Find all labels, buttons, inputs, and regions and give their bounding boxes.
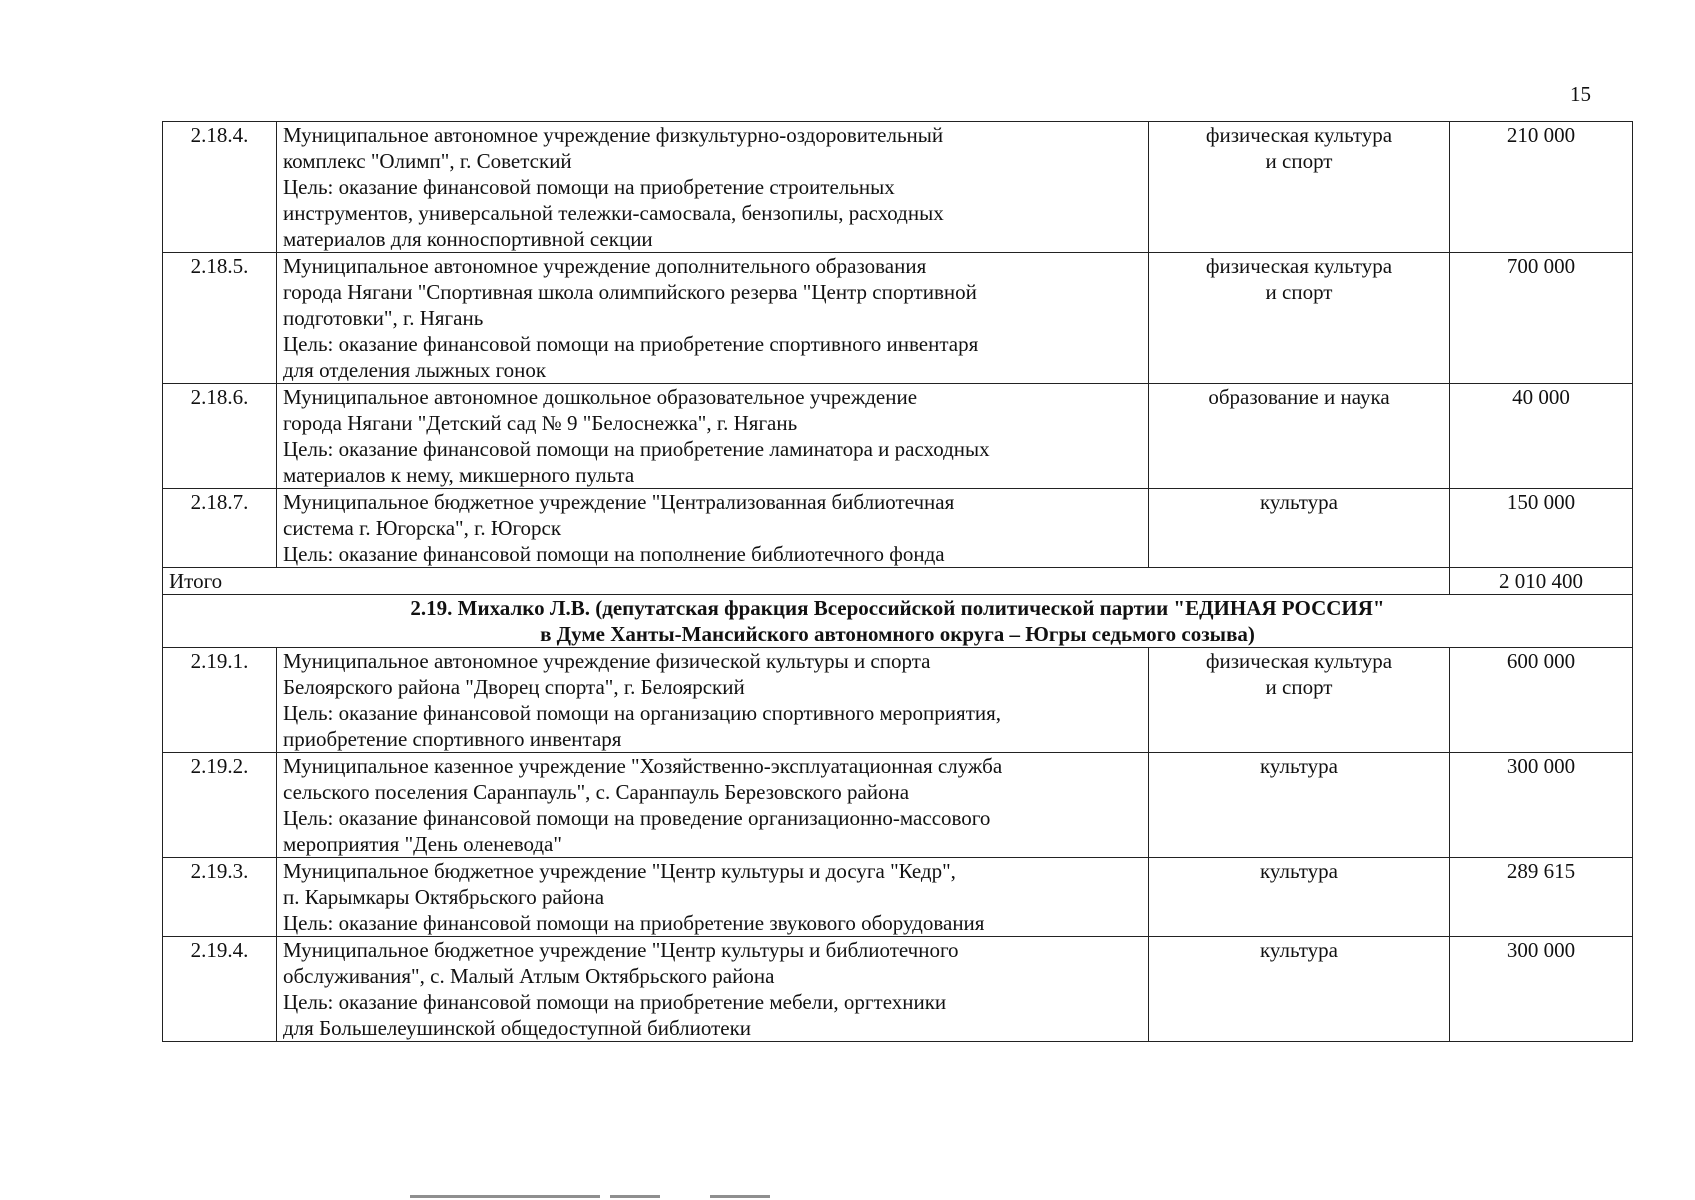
row-amount: 300 000 <box>1450 937 1633 1042</box>
total-row <box>163 568 1633 595</box>
description-line: инструментов, универсальной тележки-самосвала, бензопилы, расходных <box>283 201 944 225</box>
table-row <box>163 253 1633 384</box>
scan-artifact-marks <box>410 1195 850 1198</box>
row-category <box>1149 253 1450 384</box>
description-line: Цель: оказание финансовой помощи на приобретение спортивного инвентаря <box>283 332 979 356</box>
description-line: Муниципальное казенное учреждение "Хозяйственно-эксплуатационная служба <box>283 754 1003 778</box>
row-amount: 210 000 <box>1450 122 1633 253</box>
category-line: культура <box>1260 754 1338 778</box>
row-number: 2.18.4. <box>163 122 277 253</box>
description-line: обслуживания", с. Малый Атлым Октябрьского района <box>283 964 775 988</box>
row-amount: 40 000 <box>1450 384 1633 489</box>
category-line: и спорт <box>1265 280 1333 304</box>
row-category <box>1149 384 1450 489</box>
row-description <box>277 937 1149 1042</box>
row-category <box>1149 648 1450 753</box>
description-line: Цель: оказание финансовой помощи на приобретение мебели, оргтехники <box>283 990 947 1014</box>
row-number: 2.19.2. <box>163 753 277 858</box>
row-description <box>277 253 1149 384</box>
description-line: Муниципальное автономное учреждение дополнительного образования <box>283 254 927 278</box>
row-number: 2.18.6. <box>163 384 277 489</box>
grants-table <box>162 121 1633 1042</box>
description-line: Цель: оказание финансовой помощи на пополнение библиотечного фонда <box>283 542 945 566</box>
category-line: культура <box>1260 938 1338 962</box>
section-heading <box>163 595 1633 648</box>
row-number: 2.19.4. <box>163 937 277 1042</box>
description-line: мероприятия "День оленевода" <box>283 832 562 856</box>
category-line: образование и наука <box>1208 385 1390 409</box>
row-category <box>1149 122 1450 253</box>
category-line: и спорт <box>1265 675 1333 699</box>
group-18-rows <box>163 122 1633 568</box>
total-label: Итого <box>163 568 1450 595</box>
section-heading-line-2: в Думе Ханты-Мансийского автономного округа – Югры седьмого созыва) <box>540 622 1255 646</box>
category-line: физическая культура <box>1205 649 1393 673</box>
table-row <box>163 753 1633 858</box>
description-line: Муниципальное бюджетное учреждение "Централизованная библиотечная <box>283 490 955 514</box>
description-line: приобретение спортивного инвентаря <box>283 727 622 751</box>
description-line: подготовки", г. Нягань <box>283 306 484 330</box>
description-line: материалов для конноспортивной секции <box>283 227 653 251</box>
row-number: 2.19.1. <box>163 648 277 753</box>
description-line: система г. Югорска", г. Югорск <box>283 516 562 540</box>
row-amount: 600 000 <box>1450 648 1633 753</box>
description-line: Цель: оказание финансовой помощи на проведение организационно-массового <box>283 806 991 830</box>
description-line: Муниципальное автономное учреждение физкультурно-оздоровительный <box>283 123 944 147</box>
row-number: 2.19.3. <box>163 858 277 937</box>
table-row <box>163 489 1633 568</box>
description-line: Муниципальное бюджетное учреждение "Центр культуры и досуга "Кедр", <box>283 859 956 883</box>
description-line: Муниципальное бюджетное учреждение "Центр культуры и библиотечного <box>283 938 959 962</box>
row-number: 2.18.7. <box>163 489 277 568</box>
row-category <box>1149 937 1450 1042</box>
description-line: Белоярского района "Дворец спорта", г. Белоярский <box>283 675 745 699</box>
table-row <box>163 122 1633 253</box>
table-row <box>163 384 1633 489</box>
category-line: культура <box>1260 490 1338 514</box>
section-heading-line-1: 2.19. Михалко Л.В. (депутатская фракция Всероссийской политической партии "ЕДИНАЯ РОССИЯ" <box>410 596 1385 620</box>
row-amount: 150 000 <box>1450 489 1633 568</box>
section-19-rows <box>163 648 1633 1042</box>
row-description <box>277 384 1149 489</box>
table-row <box>163 858 1633 937</box>
description-line: п. Карымкары Октябрьского района <box>283 885 605 909</box>
total-amount: 2 010 400 <box>1450 568 1633 595</box>
description-line: города Нягани "Спортивная школа олимпийского резерва "Центр спортивной <box>283 280 977 304</box>
description-line: Муниципальное автономное учреждение физической культуры и спорта <box>283 649 931 673</box>
row-number: 2.18.5. <box>163 253 277 384</box>
row-category <box>1149 753 1450 858</box>
row-amount: 700 000 <box>1450 253 1633 384</box>
description-line: материалов к нему, микшерного пульта <box>283 463 635 487</box>
row-category <box>1149 858 1450 937</box>
row-description <box>277 489 1149 568</box>
table-row <box>163 648 1633 753</box>
category-line: физическая культура <box>1205 123 1393 147</box>
description-line: Цель: оказание финансовой помощи на приобретение звукового оборудования <box>283 911 985 935</box>
category-line: культура <box>1260 859 1338 883</box>
row-category <box>1149 489 1450 568</box>
description-line: Цель: оказание финансовой помощи на приобретение ламинатора и расходных <box>283 437 990 461</box>
description-line: для Большелеушинской общедоступной библиотеки <box>283 1016 752 1040</box>
description-line: сельского поселения Саранпауль", с. Саранпауль Березовского района <box>283 780 910 804</box>
description-line: Цель: оказание финансовой помощи на организацию спортивного мероприятия, <box>283 701 1002 725</box>
description-line: комплекс "Олимп", г. Советский <box>283 149 572 173</box>
page-number: 15 <box>1570 82 1591 106</box>
row-amount: 300 000 <box>1450 753 1633 858</box>
category-line: физическая культура <box>1205 254 1393 278</box>
row-amount: 289 615 <box>1450 858 1633 937</box>
row-description <box>277 122 1149 253</box>
description-line: Муниципальное автономное дошкольное образовательное учреждение <box>283 385 918 409</box>
category-line: и спорт <box>1265 149 1333 173</box>
description-line: города Нягани "Детский сад № 9 "Белоснежка", г. Нягань <box>283 411 798 435</box>
row-description <box>277 858 1149 937</box>
row-description <box>277 648 1149 753</box>
description-line: Цель: оказание финансовой помощи на приобретение строительных <box>283 175 895 199</box>
description-line: для отделения лыжных гонок <box>283 358 547 382</box>
section-heading-row <box>163 595 1633 648</box>
table-row <box>163 937 1633 1042</box>
row-description <box>277 753 1149 858</box>
